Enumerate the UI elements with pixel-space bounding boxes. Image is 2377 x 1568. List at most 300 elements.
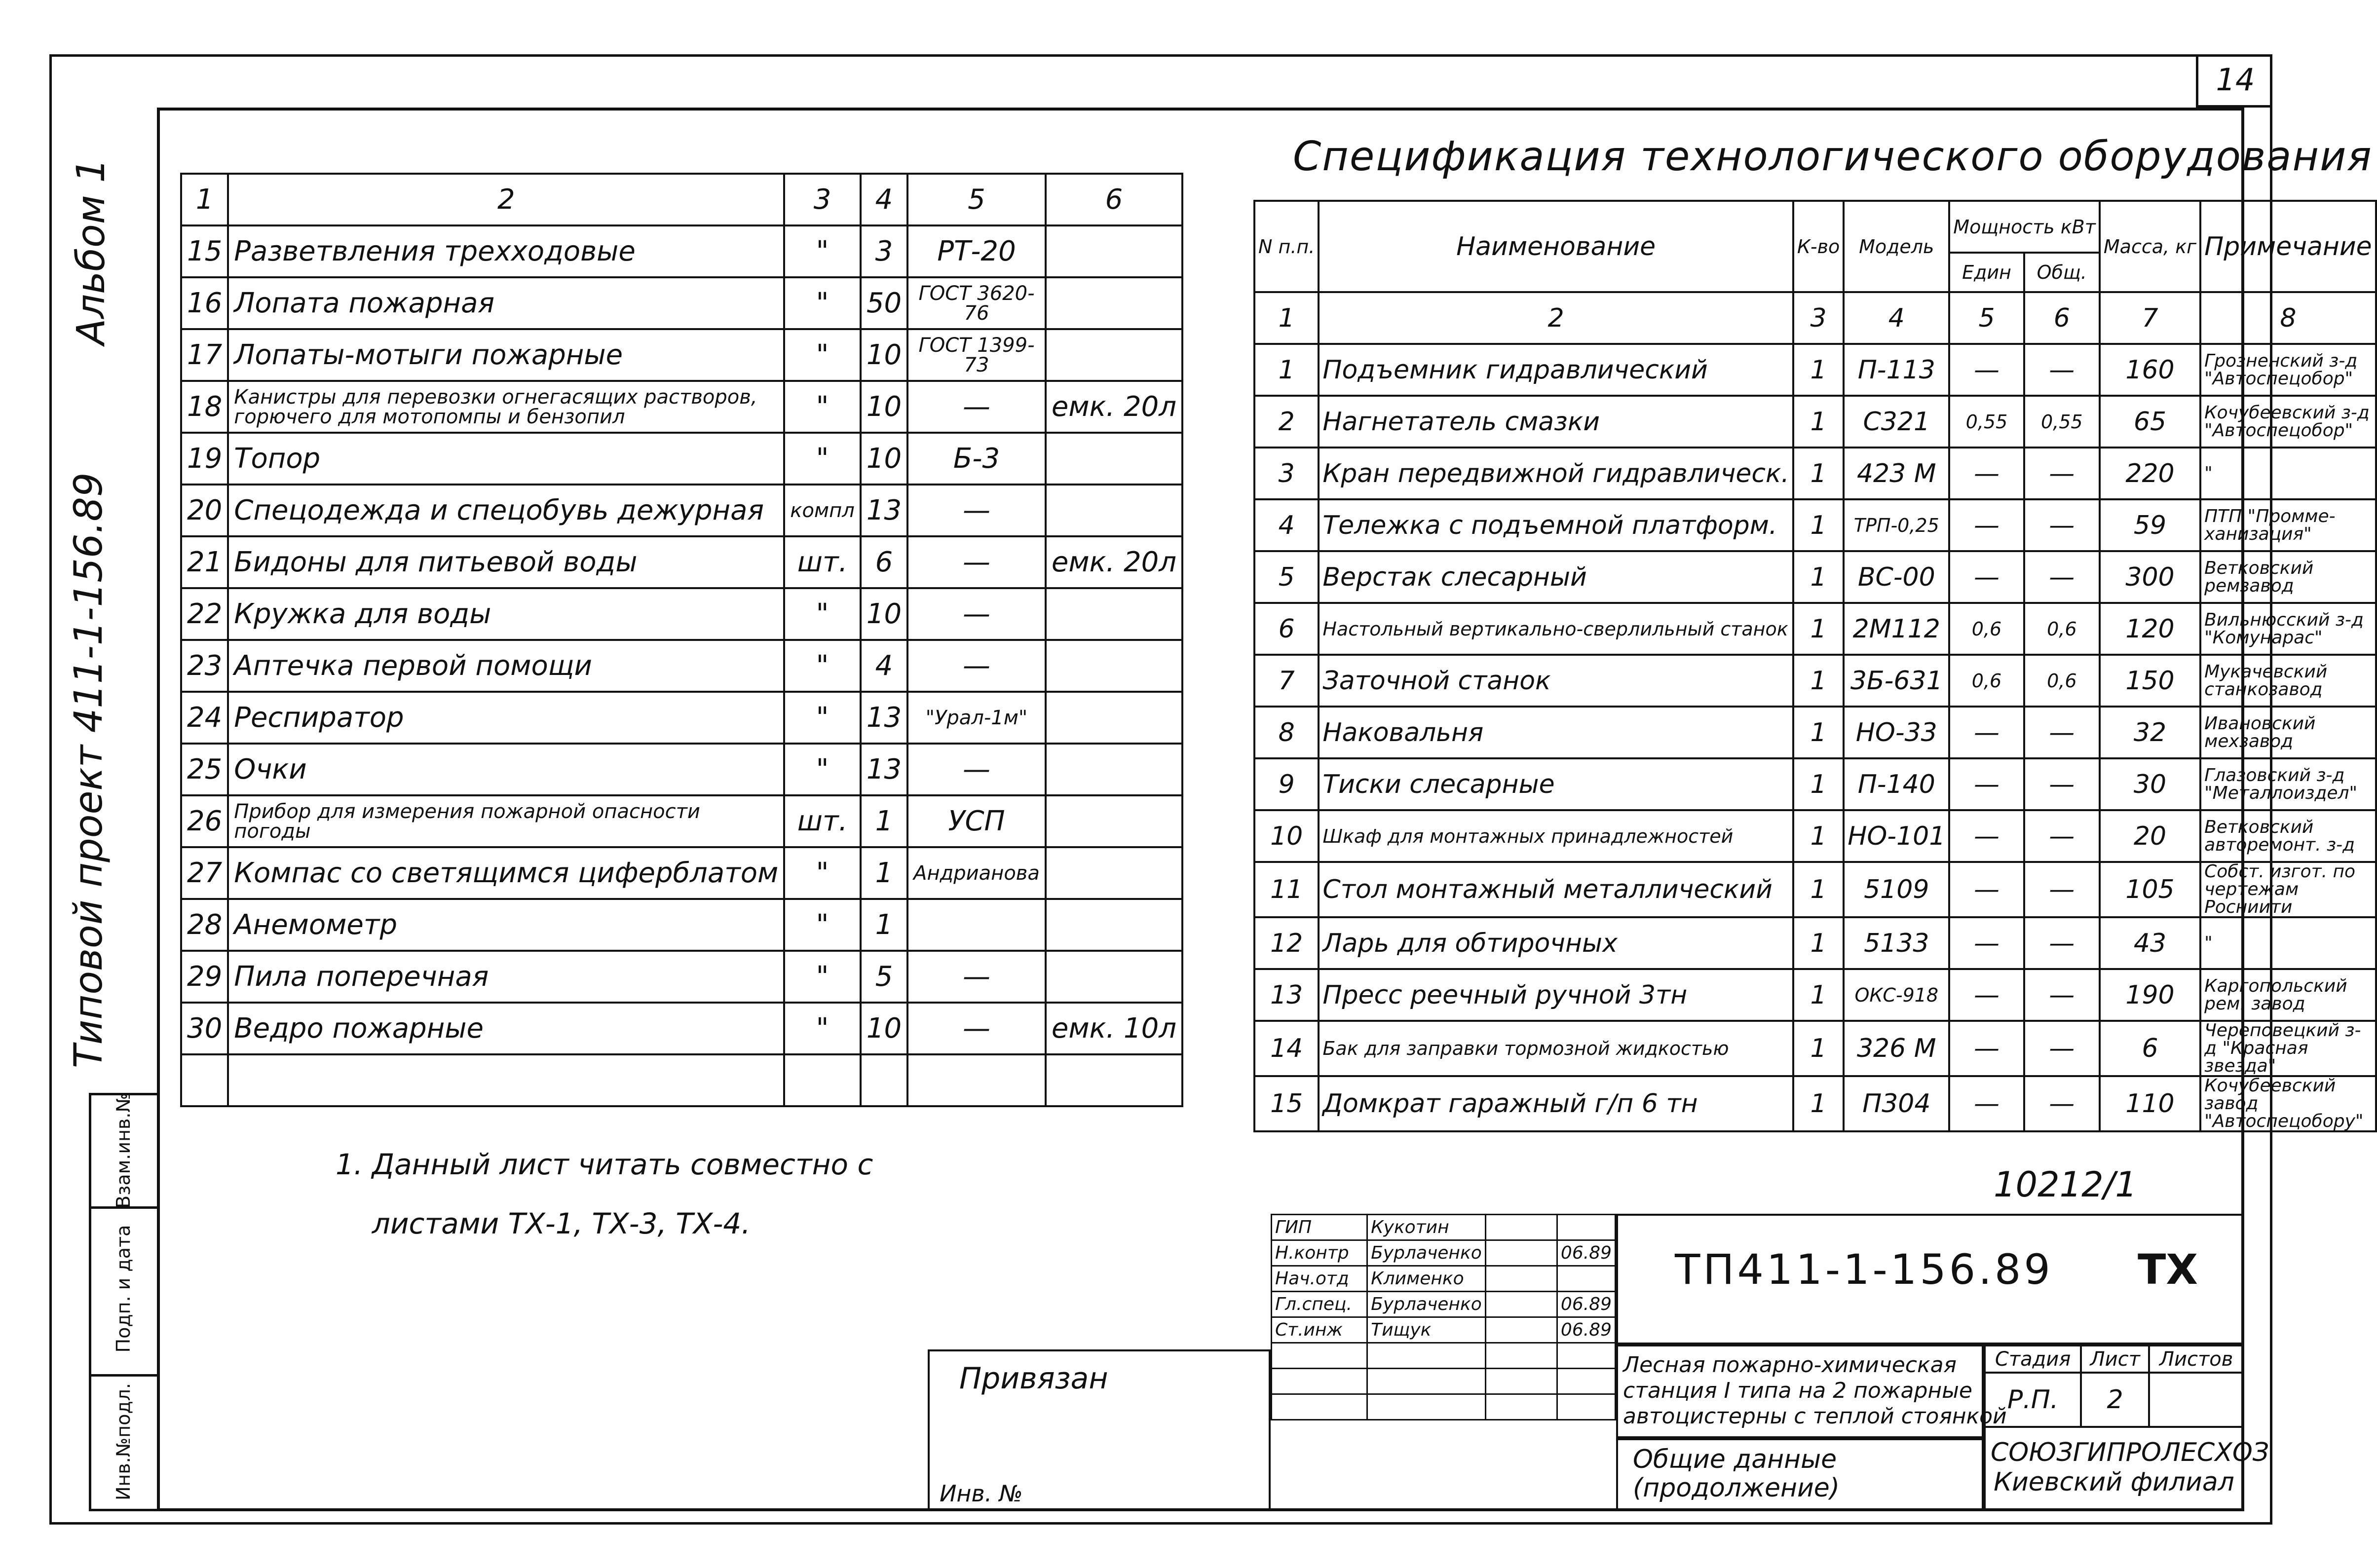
item-type: — xyxy=(907,640,1046,692)
signer-name: Тищук xyxy=(1367,1317,1486,1343)
row-number: 9 xyxy=(1254,758,1319,810)
equipment-name: Подъемник гидравлический xyxy=(1319,344,1793,396)
album-label: Альбом 1 xyxy=(69,158,113,345)
item-qty: 13 xyxy=(861,485,907,536)
item-type: — xyxy=(907,744,1046,795)
signer-name: Кукотин xyxy=(1367,1215,1486,1240)
signature-date xyxy=(1557,1215,1615,1240)
equipment-name: Тележка с подъемной платформ. xyxy=(1319,499,1793,551)
empty-cell xyxy=(784,1054,861,1106)
margin-cell-label: Подп. и дата xyxy=(113,1225,134,1353)
row-number: 30 xyxy=(181,1003,228,1054)
equipment-qty: 1 xyxy=(1793,1076,1844,1131)
signature-row-empty xyxy=(1272,1394,1616,1420)
equipment-model: П304 xyxy=(1844,1076,1949,1131)
general-notes: 1. Данный лист читать совместно с листами ТХ-1, ТХ-3, ТХ-4. xyxy=(336,1148,873,1240)
column-header: 5 xyxy=(907,174,1046,225)
column-header: Мощность кВт xyxy=(1949,201,2100,253)
signature xyxy=(1486,1292,1557,1317)
row-number: 1 xyxy=(1254,344,1319,396)
unit-power: — xyxy=(1949,810,2024,862)
item-note: емк. 10л xyxy=(1046,1003,1182,1054)
equipment-qty: 1 xyxy=(1793,810,1844,862)
item-qty: 3 xyxy=(861,225,907,277)
item-qty: 13 xyxy=(861,744,907,795)
row-number: 7 xyxy=(1254,655,1319,707)
specification-title: Спецификация технологического оборудования xyxy=(1293,133,2373,180)
equipment-qty: 1 xyxy=(1793,862,1844,917)
signer-role: Ст.инж xyxy=(1272,1317,1367,1343)
item-name: Канистры для перевозки огнегасящих растворов, горючего для мотопомпы и бензопил xyxy=(228,381,784,433)
column-number: 7 xyxy=(2100,292,2200,344)
empty-cell xyxy=(181,1054,228,1106)
item-name: Разветвления трехходовые xyxy=(228,225,784,277)
table-row xyxy=(181,433,1182,485)
unit-power: — xyxy=(1949,969,2024,1021)
signature xyxy=(1486,1266,1557,1292)
column-header: Наименование xyxy=(1319,201,1793,292)
row-number: 2 xyxy=(1254,396,1319,448)
sheet-label: Лист xyxy=(2081,1345,2149,1373)
equipment-name: Кран передвижной гидравлическ. xyxy=(1319,448,1793,499)
item-name: Анемометр xyxy=(228,899,784,951)
equipment-note: " xyxy=(2200,917,2376,969)
column-header: 2 xyxy=(228,174,784,225)
equipment-mass: 6 xyxy=(2100,1021,2200,1076)
equipment-name: Шкаф для монтажных принадлежностей xyxy=(1319,810,1793,862)
equipment-note: Грозненский з-д "Автоспецобор" xyxy=(2200,344,2376,396)
total-power: — xyxy=(2024,1021,2100,1076)
column-header: 4 xyxy=(861,174,907,225)
column-header: 6 xyxy=(1046,174,1182,225)
total-power: — xyxy=(2024,551,2100,603)
item-qty: 50 xyxy=(861,277,907,329)
item-unit: " xyxy=(784,951,861,1003)
sheet-title: Общие данные (продолжение) xyxy=(1616,1438,1984,1511)
equipment-qty: 1 xyxy=(1793,969,1844,1021)
specification-table xyxy=(1253,200,2377,1132)
empty-cell xyxy=(1272,1343,1367,1369)
row-number: 4 xyxy=(1254,499,1319,551)
column-number: 5 xyxy=(1949,292,2024,344)
table-row xyxy=(181,277,1182,329)
equipment-qty: 1 xyxy=(1793,448,1844,499)
item-type: — xyxy=(907,588,1046,640)
item-unit: " xyxy=(784,847,861,899)
stage-value: Р.П. xyxy=(1985,1373,2081,1427)
signer-role: ГИП xyxy=(1272,1215,1367,1240)
item-type: Андрианова xyxy=(907,847,1046,899)
equipment-mass: 30 xyxy=(2100,758,2200,810)
margin-cell-label: Взам.инв.№ xyxy=(113,1093,134,1208)
unit-power: — xyxy=(1949,551,2024,603)
empty-cell xyxy=(1046,1054,1182,1106)
total-power: — xyxy=(2024,917,2100,969)
binding-box xyxy=(928,1349,1271,1511)
sheets-value xyxy=(2149,1373,2243,1427)
empty-cell xyxy=(1367,1394,1486,1420)
row-number: 6 xyxy=(1254,603,1319,655)
table-row xyxy=(1254,448,2376,499)
row-number: 15 xyxy=(181,225,228,277)
row-number: 29 xyxy=(181,951,228,1003)
unit-power: — xyxy=(1949,448,2024,499)
item-note: емк. 20л xyxy=(1046,536,1182,588)
signature xyxy=(1486,1317,1557,1343)
equipment-note: Собст. изгот. по чертежам Росниити xyxy=(2200,862,2376,917)
item-type: ГОСТ 1399-73 xyxy=(907,329,1046,381)
item-unit: " xyxy=(784,899,861,951)
document-mark: ТХ xyxy=(2137,1245,2198,1294)
total-power: — xyxy=(2024,758,2100,810)
row-number: 16 xyxy=(181,277,228,329)
item-name: Очки xyxy=(228,744,784,795)
column-number: 2 xyxy=(1319,292,1793,344)
item-type: УСП xyxy=(907,795,1046,847)
equipment-model: ВС-00 xyxy=(1844,551,1949,603)
column-header: Масса, кг xyxy=(2100,201,2200,292)
item-qty: 10 xyxy=(861,381,907,433)
column-header: Примечание xyxy=(2200,201,2376,292)
item-qty: 10 xyxy=(861,1003,907,1054)
unit-power: — xyxy=(1949,917,2024,969)
item-note xyxy=(1046,225,1182,277)
item-type: — xyxy=(907,951,1046,1003)
item-name: Пила поперечная xyxy=(228,951,784,1003)
row-number: 26 xyxy=(181,795,228,847)
total-power: — xyxy=(2024,448,2100,499)
total-power: — xyxy=(2024,810,2100,862)
project-label: Типовой проект 411-1-156.89 xyxy=(67,472,111,1068)
item-note xyxy=(1046,433,1182,485)
item-unit: " xyxy=(784,588,861,640)
equipment-note: Ивановский мехзавод xyxy=(2200,707,2376,758)
empty-cell xyxy=(1486,1394,1557,1420)
unit-power: — xyxy=(1949,707,2024,758)
column-number: 3 xyxy=(1793,292,1844,344)
signature-date: 06.89 xyxy=(1557,1292,1615,1317)
item-unit: шт. xyxy=(784,536,861,588)
document-code-cell xyxy=(1616,1214,2244,1344)
equipment-note: " xyxy=(2200,448,2376,499)
table-header-row xyxy=(1254,201,2376,253)
equipment-note: Кочубеевский завод "Автоспецобору" xyxy=(2200,1076,2376,1131)
archive-number: 10212/1 xyxy=(1994,1164,2137,1205)
equipment-qty: 1 xyxy=(1793,655,1844,707)
table-row xyxy=(181,536,1182,588)
equipment-model: 5109 xyxy=(1844,862,1949,917)
signer-name: Бурлаченко xyxy=(1367,1240,1486,1266)
item-name: Аптечка первой помощи xyxy=(228,640,784,692)
item-name: Прибор для измерения пожарной опасности погоды xyxy=(228,795,784,847)
table-row xyxy=(1254,862,2376,917)
equipment-mass: 300 xyxy=(2100,551,2200,603)
equipment-name: Настольный вертикально-сверлильный станок xyxy=(1319,603,1793,655)
equipment-model: НО-101 xyxy=(1844,810,1949,862)
signature-row xyxy=(1272,1292,1616,1317)
equipment-name: Заточной станок xyxy=(1319,655,1793,707)
row-number: 10 xyxy=(1254,810,1319,862)
equipment-model: П-140 xyxy=(1844,758,1949,810)
item-qty: 10 xyxy=(861,329,907,381)
equipment-model: 5133 xyxy=(1844,917,1949,969)
table-row xyxy=(1254,655,2376,707)
equipment-model: ОКС-918 xyxy=(1844,969,1949,1021)
empty-cell xyxy=(1272,1369,1367,1394)
sheet-value: 2 xyxy=(2081,1373,2149,1427)
table-row xyxy=(1254,1076,2376,1131)
signature-date xyxy=(1557,1266,1615,1292)
item-note xyxy=(1046,899,1182,951)
item-note xyxy=(1046,329,1182,381)
empty-cell xyxy=(228,1054,784,1106)
empty-cell xyxy=(861,1054,907,1106)
item-note xyxy=(1046,692,1182,744)
object-title: Лесная пожарно-химическая станция I типа на 2 пожарные автоцистерны с теплой стоянкой xyxy=(1616,1344,1984,1438)
signature-table xyxy=(1271,1214,1616,1420)
equipment-mass: 120 xyxy=(2100,603,2200,655)
table-row xyxy=(1254,551,2376,603)
equipment-mass: 220 xyxy=(2100,448,2200,499)
equipment-mass: 59 xyxy=(2100,499,2200,551)
signature-row-empty xyxy=(1272,1343,1616,1369)
equipment-name: Верстак слесарный xyxy=(1319,551,1793,603)
total-power: 0,55 xyxy=(2024,396,2100,448)
total-power: — xyxy=(2024,499,2100,551)
signer-role: Н.контр xyxy=(1272,1240,1367,1266)
equipment-mass: 150 xyxy=(2100,655,2200,707)
equipment-mass: 105 xyxy=(2100,862,2200,917)
table-row xyxy=(1254,1021,2376,1076)
item-note: емк. 20л xyxy=(1046,381,1182,433)
signature xyxy=(1486,1240,1557,1266)
item-type: — xyxy=(907,485,1046,536)
item-qty: 1 xyxy=(861,795,907,847)
table-row xyxy=(1254,396,2376,448)
equipment-mass: 190 xyxy=(2100,969,2200,1021)
column-header: N п.п. xyxy=(1254,201,1319,292)
equipment-mass: 43 xyxy=(2100,917,2200,969)
empty-cell xyxy=(1486,1343,1557,1369)
equipment-model: ТРП-0,25 xyxy=(1844,499,1949,551)
table-row xyxy=(181,795,1182,847)
inventory-label: Инв. № xyxy=(940,1480,1023,1507)
row-number: 3 xyxy=(1254,448,1319,499)
item-type: Б-3 xyxy=(907,433,1046,485)
item-name: Бидоны для питьевой воды xyxy=(228,536,784,588)
item-note xyxy=(1046,951,1182,1003)
total-power: — xyxy=(2024,1076,2100,1131)
item-note xyxy=(1046,485,1182,536)
item-name: Кружка для воды xyxy=(228,588,784,640)
equipment-qty: 1 xyxy=(1793,1021,1844,1076)
item-note xyxy=(1046,744,1182,795)
item-type: — xyxy=(907,536,1046,588)
table-row xyxy=(1254,969,2376,1021)
equipment-name: Домкрат гаражный г/п 6 тн xyxy=(1319,1076,1793,1131)
margin-cell xyxy=(89,1093,157,1206)
column-number: 6 xyxy=(2024,292,2100,344)
unit-power: — xyxy=(1949,758,2024,810)
empty-cell xyxy=(1557,1394,1615,1420)
row-number: 11 xyxy=(1254,862,1319,917)
equipment-qty: 1 xyxy=(1793,603,1844,655)
equipment-model: 3Б-631 xyxy=(1844,655,1949,707)
equipment-qty: 1 xyxy=(1793,344,1844,396)
signer-role: Гл.спец. xyxy=(1272,1292,1367,1317)
equipment-note: Вильнюсский з-д "Комунарас" xyxy=(2200,603,2376,655)
table-row xyxy=(1254,603,2376,655)
equipment-note: Мукачевский станкозавод xyxy=(2200,655,2376,707)
margin-cell xyxy=(89,1206,157,1374)
empty-cell xyxy=(1367,1343,1486,1369)
table-row xyxy=(1254,499,2376,551)
row-number: 15 xyxy=(1254,1076,1319,1131)
unit-power: — xyxy=(1949,862,2024,917)
item-name: Респиратор xyxy=(228,692,784,744)
table-row xyxy=(1254,344,2376,396)
equipment-model: 326 М xyxy=(1844,1021,1949,1076)
empty-cell xyxy=(1272,1394,1367,1420)
item-unit: " xyxy=(784,692,861,744)
equipment-mass: 160 xyxy=(2100,344,2200,396)
column-number: 4 xyxy=(1844,292,1949,344)
table-row xyxy=(181,640,1182,692)
column-header: 3 xyxy=(784,174,861,225)
equipment-model: С321 xyxy=(1844,396,1949,448)
row-number: 21 xyxy=(181,536,228,588)
table-row xyxy=(1254,917,2376,969)
total-power: 0,6 xyxy=(2024,655,2100,707)
table-row xyxy=(181,1003,1182,1054)
total-power: 0,6 xyxy=(2024,603,2100,655)
signer-role: Нач.отд xyxy=(1272,1266,1367,1292)
equipment-name: Нагнетатель смазки xyxy=(1319,396,1793,448)
item-unit: " xyxy=(784,744,861,795)
row-number: 25 xyxy=(181,744,228,795)
stage-table xyxy=(1984,1344,2244,1428)
table-header-row xyxy=(181,174,1182,225)
equipment-mass: 32 xyxy=(2100,707,2200,758)
item-unit: " xyxy=(784,329,861,381)
item-name: Топор xyxy=(228,433,784,485)
table-row xyxy=(1254,707,2376,758)
item-unit: " xyxy=(784,225,861,277)
equipment-name: Стол монтажный металлический xyxy=(1319,862,1793,917)
row-number: 18 xyxy=(181,381,228,433)
row-number: 12 xyxy=(1254,917,1319,969)
item-note xyxy=(1046,795,1182,847)
unit-power: — xyxy=(1949,1076,2024,1131)
table-row xyxy=(181,899,1182,951)
item-name: Лопата пожарная xyxy=(228,277,784,329)
item-unit: " xyxy=(784,1003,861,1054)
stage-label: Стадия xyxy=(1985,1345,2081,1373)
organization: СОЮЗГИПРОЛЕСХОЗ Киевский филиал xyxy=(1984,1426,2244,1511)
column-header: Един xyxy=(1949,253,2024,292)
item-unit: шт. xyxy=(784,795,861,847)
total-power: — xyxy=(2024,344,2100,396)
equipment-note: Череповецкий з-д "Красная звезда" xyxy=(2200,1021,2376,1076)
item-unit: " xyxy=(784,433,861,485)
table-number-row xyxy=(1254,292,2376,344)
table-row xyxy=(181,329,1182,381)
equipment-mass: 110 xyxy=(2100,1076,2200,1131)
equipment-mass: 65 xyxy=(2100,396,2200,448)
total-power: — xyxy=(2024,969,2100,1021)
empty-cell xyxy=(1367,1369,1486,1394)
item-qty: 10 xyxy=(861,433,907,485)
equipment-qty: 1 xyxy=(1793,551,1844,603)
item-type: — xyxy=(907,1003,1046,1054)
signer-name: Бурлаченко xyxy=(1367,1292,1486,1317)
item-qty: 5 xyxy=(861,951,907,1003)
equipment-name: Ларь для обтирочных xyxy=(1319,917,1793,969)
unit-power: 0,6 xyxy=(1949,603,2024,655)
unit-power: — xyxy=(1949,344,2024,396)
equipment-name: Пресс реечный ручной 3тн xyxy=(1319,969,1793,1021)
row-number: 23 xyxy=(181,640,228,692)
empty-cell xyxy=(1486,1369,1557,1394)
row-number: 5 xyxy=(1254,551,1319,603)
row-number: 24 xyxy=(181,692,228,744)
equipment-model: 2М112 xyxy=(1844,603,1949,655)
item-name: Ведро пожарные xyxy=(228,1003,784,1054)
item-qty: 1 xyxy=(861,847,907,899)
equipment-note: ПТП "Промме-ханизация" xyxy=(2200,499,2376,551)
equipment-qty: 1 xyxy=(1793,917,1844,969)
item-name: Компас со светящимся циферблатом xyxy=(228,847,784,899)
row-number: 8 xyxy=(1254,707,1319,758)
row-number: 14 xyxy=(1254,1021,1319,1076)
equipment-name: Бак для заправки тормозной жидкостью xyxy=(1319,1021,1793,1076)
table-row xyxy=(1254,810,2376,862)
item-qty: 1 xyxy=(861,899,907,951)
empty-cell xyxy=(1557,1343,1615,1369)
binding-label: Привязан xyxy=(959,1361,1108,1396)
column-header: Общ. xyxy=(2024,253,2100,292)
column-header: К-во xyxy=(1793,201,1844,292)
equipment-name: Наковальня xyxy=(1319,707,1793,758)
equipment-note: Ветковский авторемонт. з-д xyxy=(2200,810,2376,862)
row-number: 13 xyxy=(1254,969,1319,1021)
table-row xyxy=(181,225,1182,277)
item-unit: " xyxy=(784,277,861,329)
table-row xyxy=(181,744,1182,795)
equipment-qty: 1 xyxy=(1793,499,1844,551)
item-note xyxy=(1046,847,1182,899)
row-number: 27 xyxy=(181,847,228,899)
item-unit: компл xyxy=(784,485,861,536)
item-unit: " xyxy=(784,381,861,433)
equipment-model: НО-33 xyxy=(1844,707,1949,758)
item-type xyxy=(907,899,1046,951)
row-number: 28 xyxy=(181,899,228,951)
column-number: 1 xyxy=(1254,292,1319,344)
item-type: — xyxy=(907,381,1046,433)
row-number: 19 xyxy=(181,433,228,485)
signature-date: 06.89 xyxy=(1557,1240,1615,1266)
table-row xyxy=(181,692,1182,744)
item-note xyxy=(1046,588,1182,640)
row-number: 17 xyxy=(181,329,228,381)
equipment-note: Ветковский ремзавод xyxy=(2200,551,2376,603)
table-row xyxy=(181,381,1182,433)
sheets-label: Листов xyxy=(2149,1345,2243,1373)
item-qty: 6 xyxy=(861,536,907,588)
item-qty: 13 xyxy=(861,692,907,744)
column-header: Модель xyxy=(1844,201,1949,292)
